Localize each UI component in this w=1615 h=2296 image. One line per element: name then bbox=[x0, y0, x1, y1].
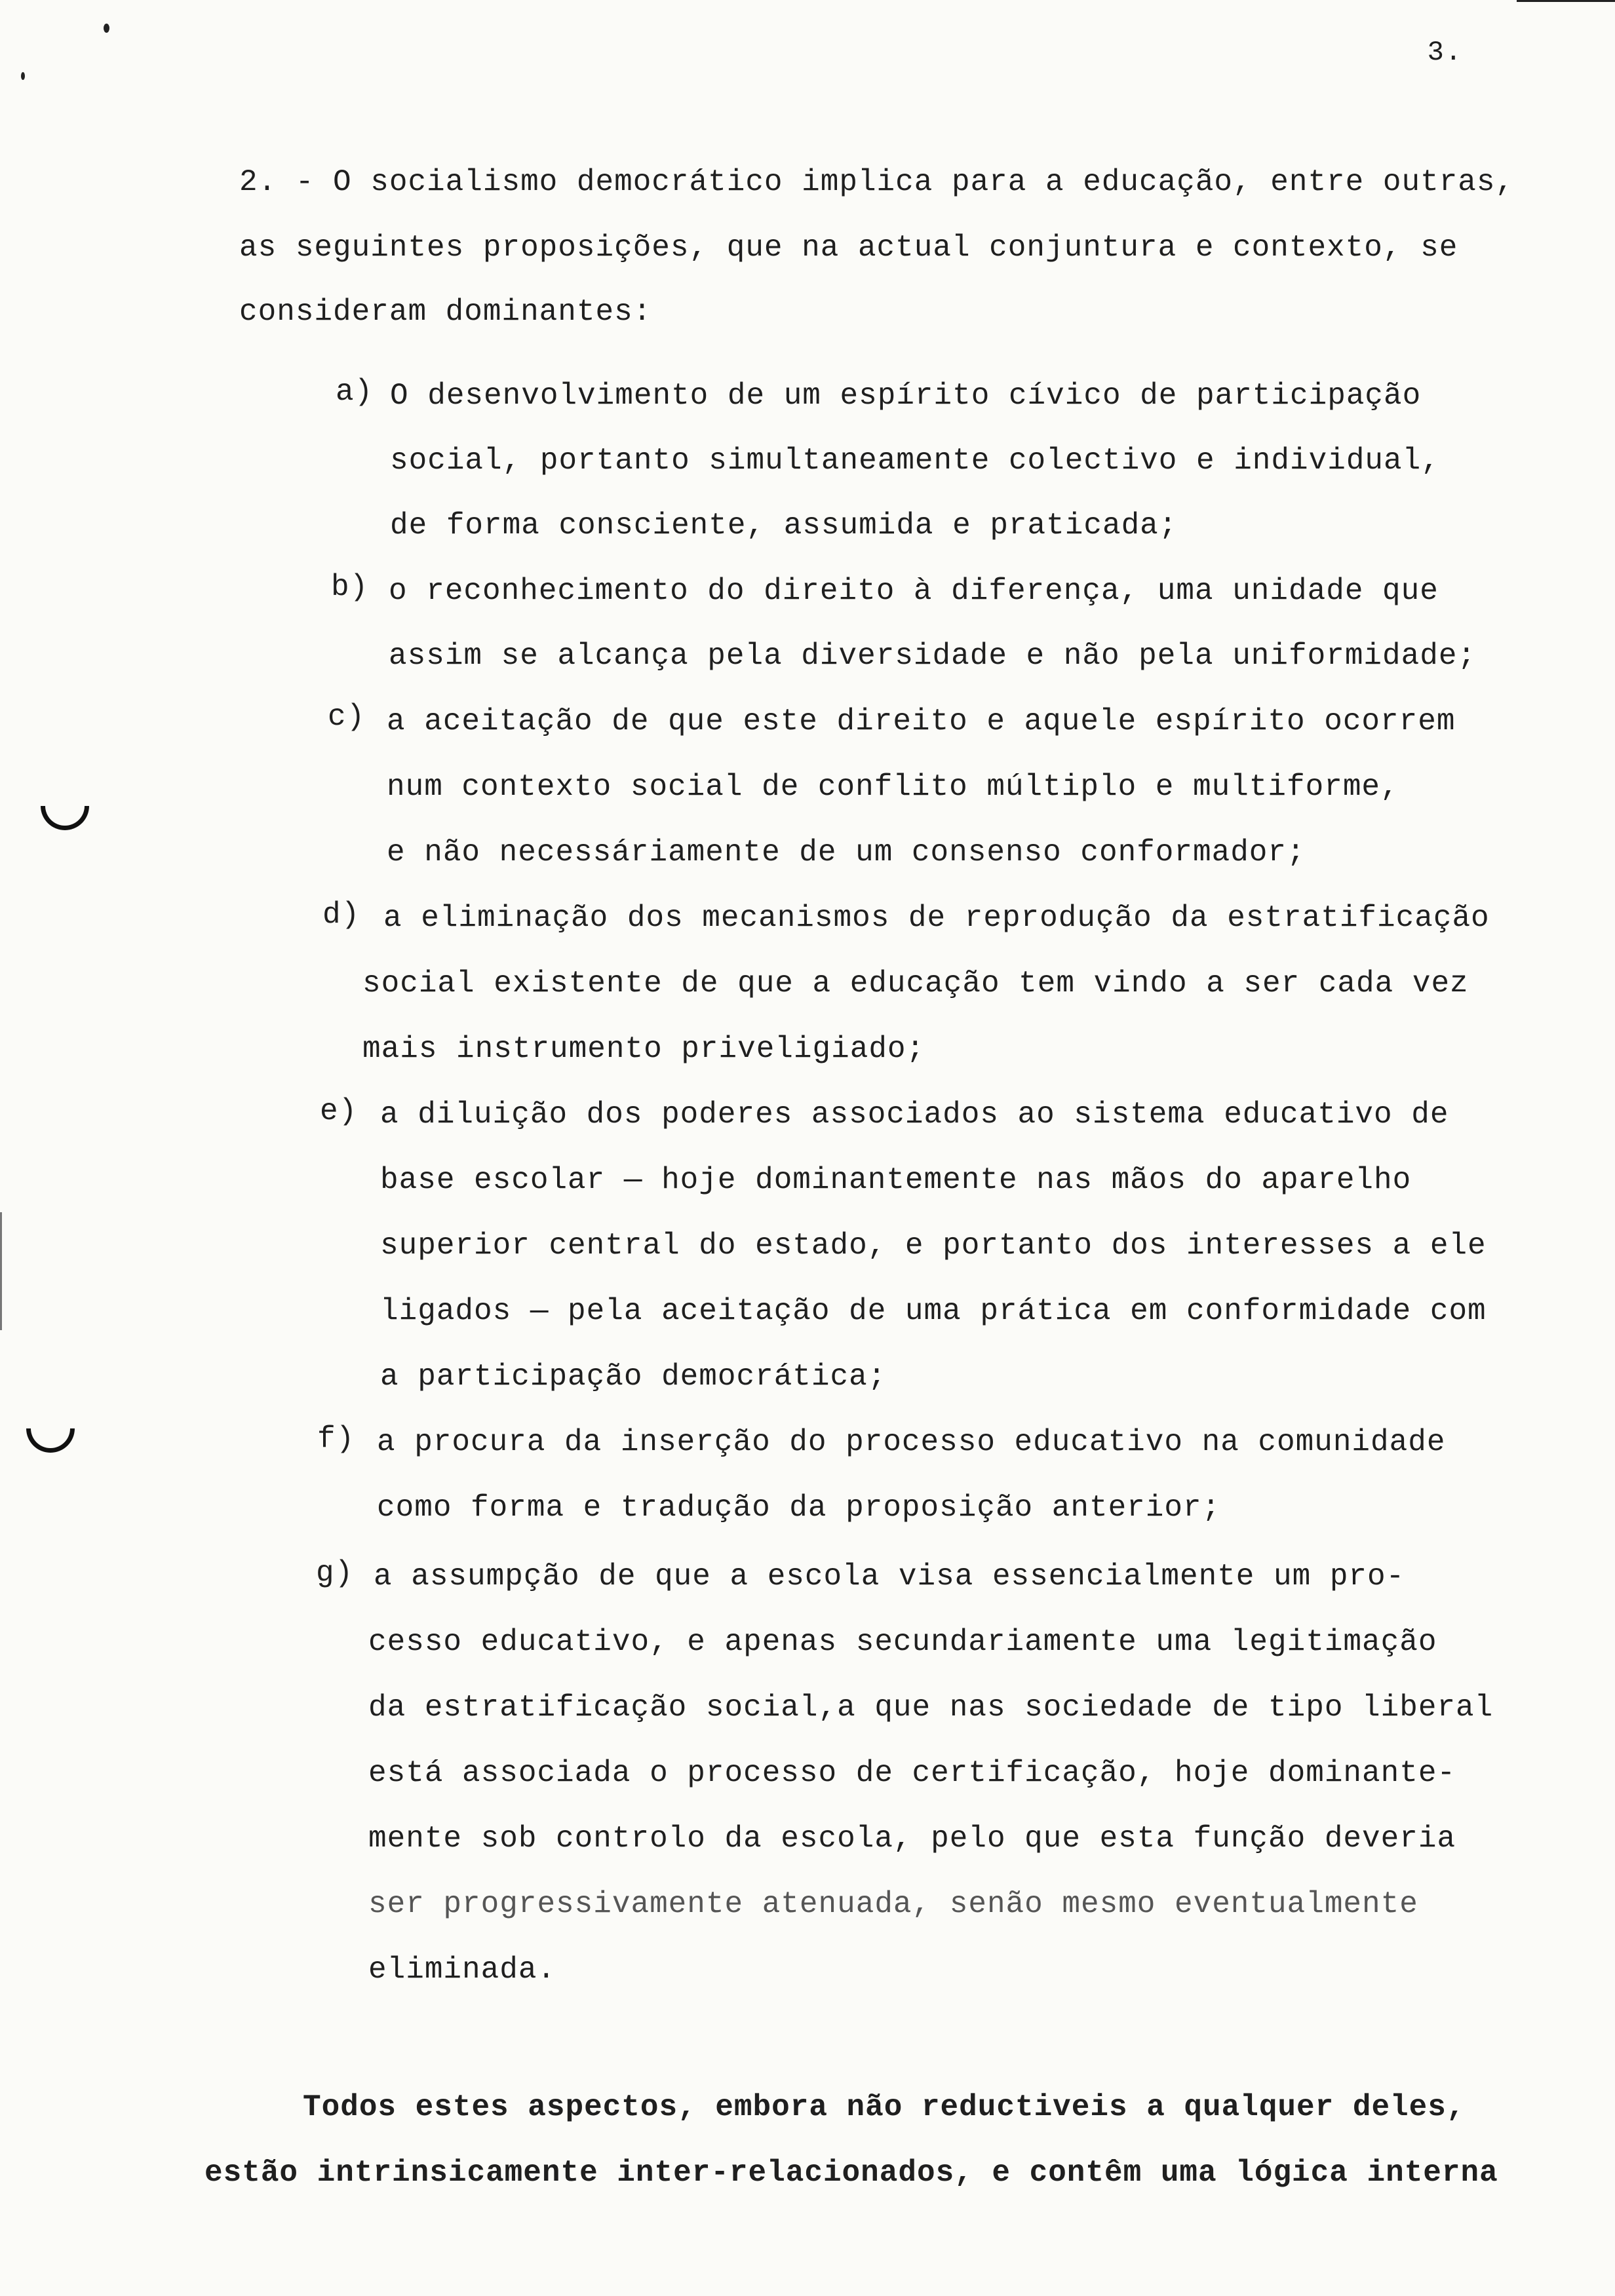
item-marker: g) bbox=[316, 1556, 354, 1590]
item-line: social existente de que a educação tem vindo a ser cada vez bbox=[362, 966, 1469, 1001]
margin-check-mark bbox=[26, 1428, 75, 1453]
item-line: ligados — pela aceitação de uma prática em conformidade com bbox=[380, 1294, 1487, 1328]
item-line: superior central do estado, e portanto dos interesses a ele bbox=[380, 1229, 1487, 1263]
item-line: a participação democrática; bbox=[380, 1360, 887, 1394]
item-line: mais instrumento priveligiado; bbox=[362, 1032, 925, 1066]
item-marker: d) bbox=[322, 898, 360, 932]
intro-line: consideram dominantes: bbox=[239, 295, 652, 329]
item-line: cesso educativo, e apenas secundariamente uma legitimação bbox=[368, 1625, 1437, 1659]
item-line: como forma e tradução da proposição anterior; bbox=[377, 1491, 1221, 1525]
item-line: está associada o processo de certificação, hoje dominante- bbox=[368, 1756, 1456, 1790]
page-number: 3. bbox=[1427, 37, 1463, 68]
item-line: o reconhecimento do direito à diferença, uma unidade que bbox=[389, 574, 1439, 608]
item-marker: f) bbox=[317, 1422, 355, 1456]
ink-speck bbox=[104, 24, 109, 33]
item-line: social, portanto simultaneamente colectivo e individual, bbox=[390, 444, 1440, 478]
closing-line: estão intrinsicamente inter-relacionados, e contêm uma lógica interna bbox=[204, 2156, 1498, 2190]
item-line: ser progressivamente atenuada, senão mesmo eventualmente bbox=[368, 1887, 1418, 1921]
item-line: eliminada. bbox=[368, 1953, 556, 1987]
intro-line: as seguintes proposições, que na actual conjuntura e contexto, se bbox=[239, 231, 1458, 265]
intro-line: 2. - O socialismo democrático implica para a educação, entre outras, bbox=[239, 165, 1515, 199]
item-line: base escolar — hoje dominantemente nas mãos do aparelho bbox=[380, 1163, 1412, 1197]
item-line: e não necessáriamente de um consenso conformador; bbox=[387, 835, 1306, 870]
ink-speck bbox=[21, 72, 25, 80]
item-line: a eliminação dos mecanismos de reprodução da estratificação bbox=[383, 901, 1490, 935]
item-line: mente sob controlo da escola, pelo que esta função deveria bbox=[368, 1822, 1456, 1856]
item-line: O desenvolvimento de um espírito cívico de participação bbox=[390, 379, 1422, 413]
item-marker: b) bbox=[331, 570, 369, 604]
item-line: a assumpção de que a escola visa essencialmente um pro- bbox=[374, 1559, 1405, 1594]
left-edge-rule bbox=[0, 1212, 2, 1330]
top-edge-rule bbox=[1517, 0, 1615, 2]
item-marker: e) bbox=[320, 1094, 358, 1128]
item-line: de forma consciente, assumida e praticada; bbox=[390, 508, 1178, 543]
item-line: a procura da inserção do processo educativo na comunidade bbox=[377, 1425, 1446, 1459]
item-line: a diluição dos poderes associados ao sistema educativo de bbox=[380, 1098, 1449, 1132]
margin-check-mark bbox=[41, 806, 89, 830]
item-marker: c) bbox=[328, 700, 366, 734]
item-line: num contexto social de conflito múltiplo e multiforme, bbox=[387, 770, 1399, 804]
item-line: a aceitação de que este direito e aquele espírito ocorrem bbox=[387, 704, 1456, 738]
item-marker: a) bbox=[336, 375, 374, 409]
item-line: assim se alcança pela diversidade e não pela uniformidade; bbox=[389, 639, 1477, 673]
closing-line: Todos estes aspectos, embora não reductiveis a qualquer deles, bbox=[303, 2090, 1466, 2124]
item-line: da estratificação social,a que nas sociedade de tipo liberal bbox=[368, 1691, 1494, 1725]
